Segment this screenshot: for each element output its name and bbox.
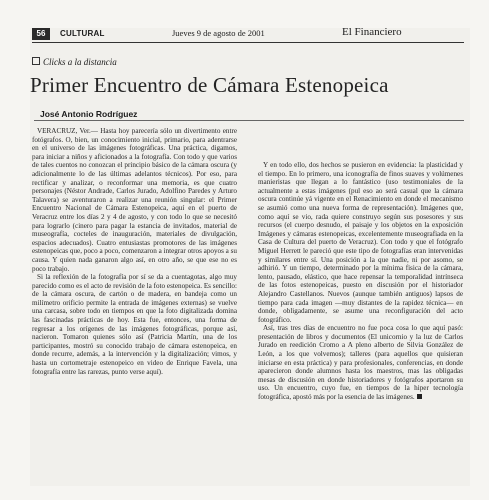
paragraph-text: Así, tras tres días de encuentro no fue poca cosa lo que aquí pasó: presentación de libros y documentos (El unicornio y la luz de Carlos Jurado en reedición Cromo a A pleno alberto de Silvia González de León, a los que volvemos); talleres (para aquellos que quisieran iniciarse en esta práctica) y para profesionales, conferencias, en donde aparecieron donde alumnos hasta los maestros, mas las obligadas mesas de discusión en donde historiadores y fotógrafos aportaron su uso. Un encuentro, cuyo fue, en tiempos de la hiper tecnología fotográfica, apostó más por la esencia de las imágenes. [258,324,463,402]
paragraph: Y en todo ello, dos hechos se pusieron en evidencia: la plasticidad y el tiempo. En lo primero, una iconografía de finos suaves y volúmenes manieristas que llegan a lo fantástico (uso testimoniales de la actualmente a estas imágenes (pul eso ao será casual que la cámara oscura continúe yá vigente en el Renacimiento en donde el mecanismo se asumió como una nueva forma de representación). Imágenes que, como aquí se vio, rada quiere construyo según sus posesores y sus recursos (el cuerpo desnudo, el paisaje y los objetos en la exposición Imágenes y cámaras estenopeicas, excelentemente museografiada en la Casa de Cultura del puerto de Veracruz). Con todo y que el fotógrafo Miguel Herrett le pareció que este tipo de fotografías eran intervenidas y similares entre sí. Una posición a la que nadie, ni por asomo, se adhirió. Y un tiempo, determinado por la mínima fisica de la cámara, lento, pausado, elástico, que hace repensar la temporalidad intrínseca de las fotos estenopeicas, puesto en discusión por el historiador Alejandro Castellanos. Nuevos (aunque también antiguos) lapsos de tiempo para cada imagen —muy distantes de la rapidez técnica— en donde, obligadamente, se asume una reconfiguración del acto fotográfico. [258,161,463,324]
paragraph: Si la reflexión de la fotografía por sí se da a cuentagotas, algo muy parecido como es el acto de revisión de la foto estenopeica. Es sencillo: de la cámara oscura, de cartón o de madera, en bandeja como un milímetro orificio permite la entrada de imágenes externas) se vuelve una carcasa, sobre todo en tiempos en que la foto digitalizada domina las fascinadas prácticas de hoy. Esta fue, entonces, una forma de regresar a los orígenes de las imágenes fotográficas, porque así, nacieron. Tomaron quienes sólo así (Patricia Martín, una de los participantes, mostró su conocido trabajo de cámara estenopeica, en donde recurre, además, a la intervención y la digitalización; vimos, y hasta un cortometraje estenopeico en video de Enrique Favela, una fotografía entre las rarezas, punto verse aquí). [32,273,237,376]
kicker-text: Clicks a la distancia [43,57,117,67]
section-name: CULTURAL [60,29,105,38]
page-header [32,28,464,43]
end-of-article-icon [417,394,422,399]
paragraph: VERACRUZ, Ver.— Hasta hoy parecería sólo un divertimento entre fotógrafos. O, bien, un conocimiento inicial, primario, para adentrarse en el universo de las imágenes fotográficas. Una práctica, digamos, para iniciar a niños y aficionados a la fotografía. Con todo y que varios de tales cuentos no conozcan el principio básico de la cámara oscura (y adicionalmente lo de las últimas adelantos técnicos). Por eso, para rectificar y analizar, o reconformar una memoria, es que cuatro personajes (Néstor Andrade, Carlos Jurado, Adolfino Paredes y Arturo Talavera) se aventuraron a realizar una reunión singular: el Primer Encuentro Nacional de Cámara Estenopeica, aquí en el puerto de Veracruz entre los días 2 y 4 de agosto, y con todo lo que se necesitó para lograrlo (cinero para pagar la estancia de invitados, material de museografía, cocteles de inauguración, materiales de divulgación, espacios adecuados). Cuatro entusiastas promotores de las imágenes estenopeicas que, poco a poco, comenzaron a integrar otros apoyos a su causa. Y quien nada ganaron algo así, en otro año, se que ese no es poco trabajo. [32,127,237,273]
checkbox-square-icon [32,57,40,65]
paragraph [258,324,463,401]
newspaper-name: El Financiero [342,26,402,38]
article-column-right [258,161,463,402]
page-number: 56 [32,28,50,40]
byline: José Antonio Rodríguez [40,109,138,119]
kicker [32,57,117,67]
article-column-left [32,127,237,376]
headline: Primer Encuentro de Cámara Estenopeica [30,73,389,97]
issue-date: Jueves 9 de agosto de 2001 [172,28,265,38]
divider [34,120,464,121]
